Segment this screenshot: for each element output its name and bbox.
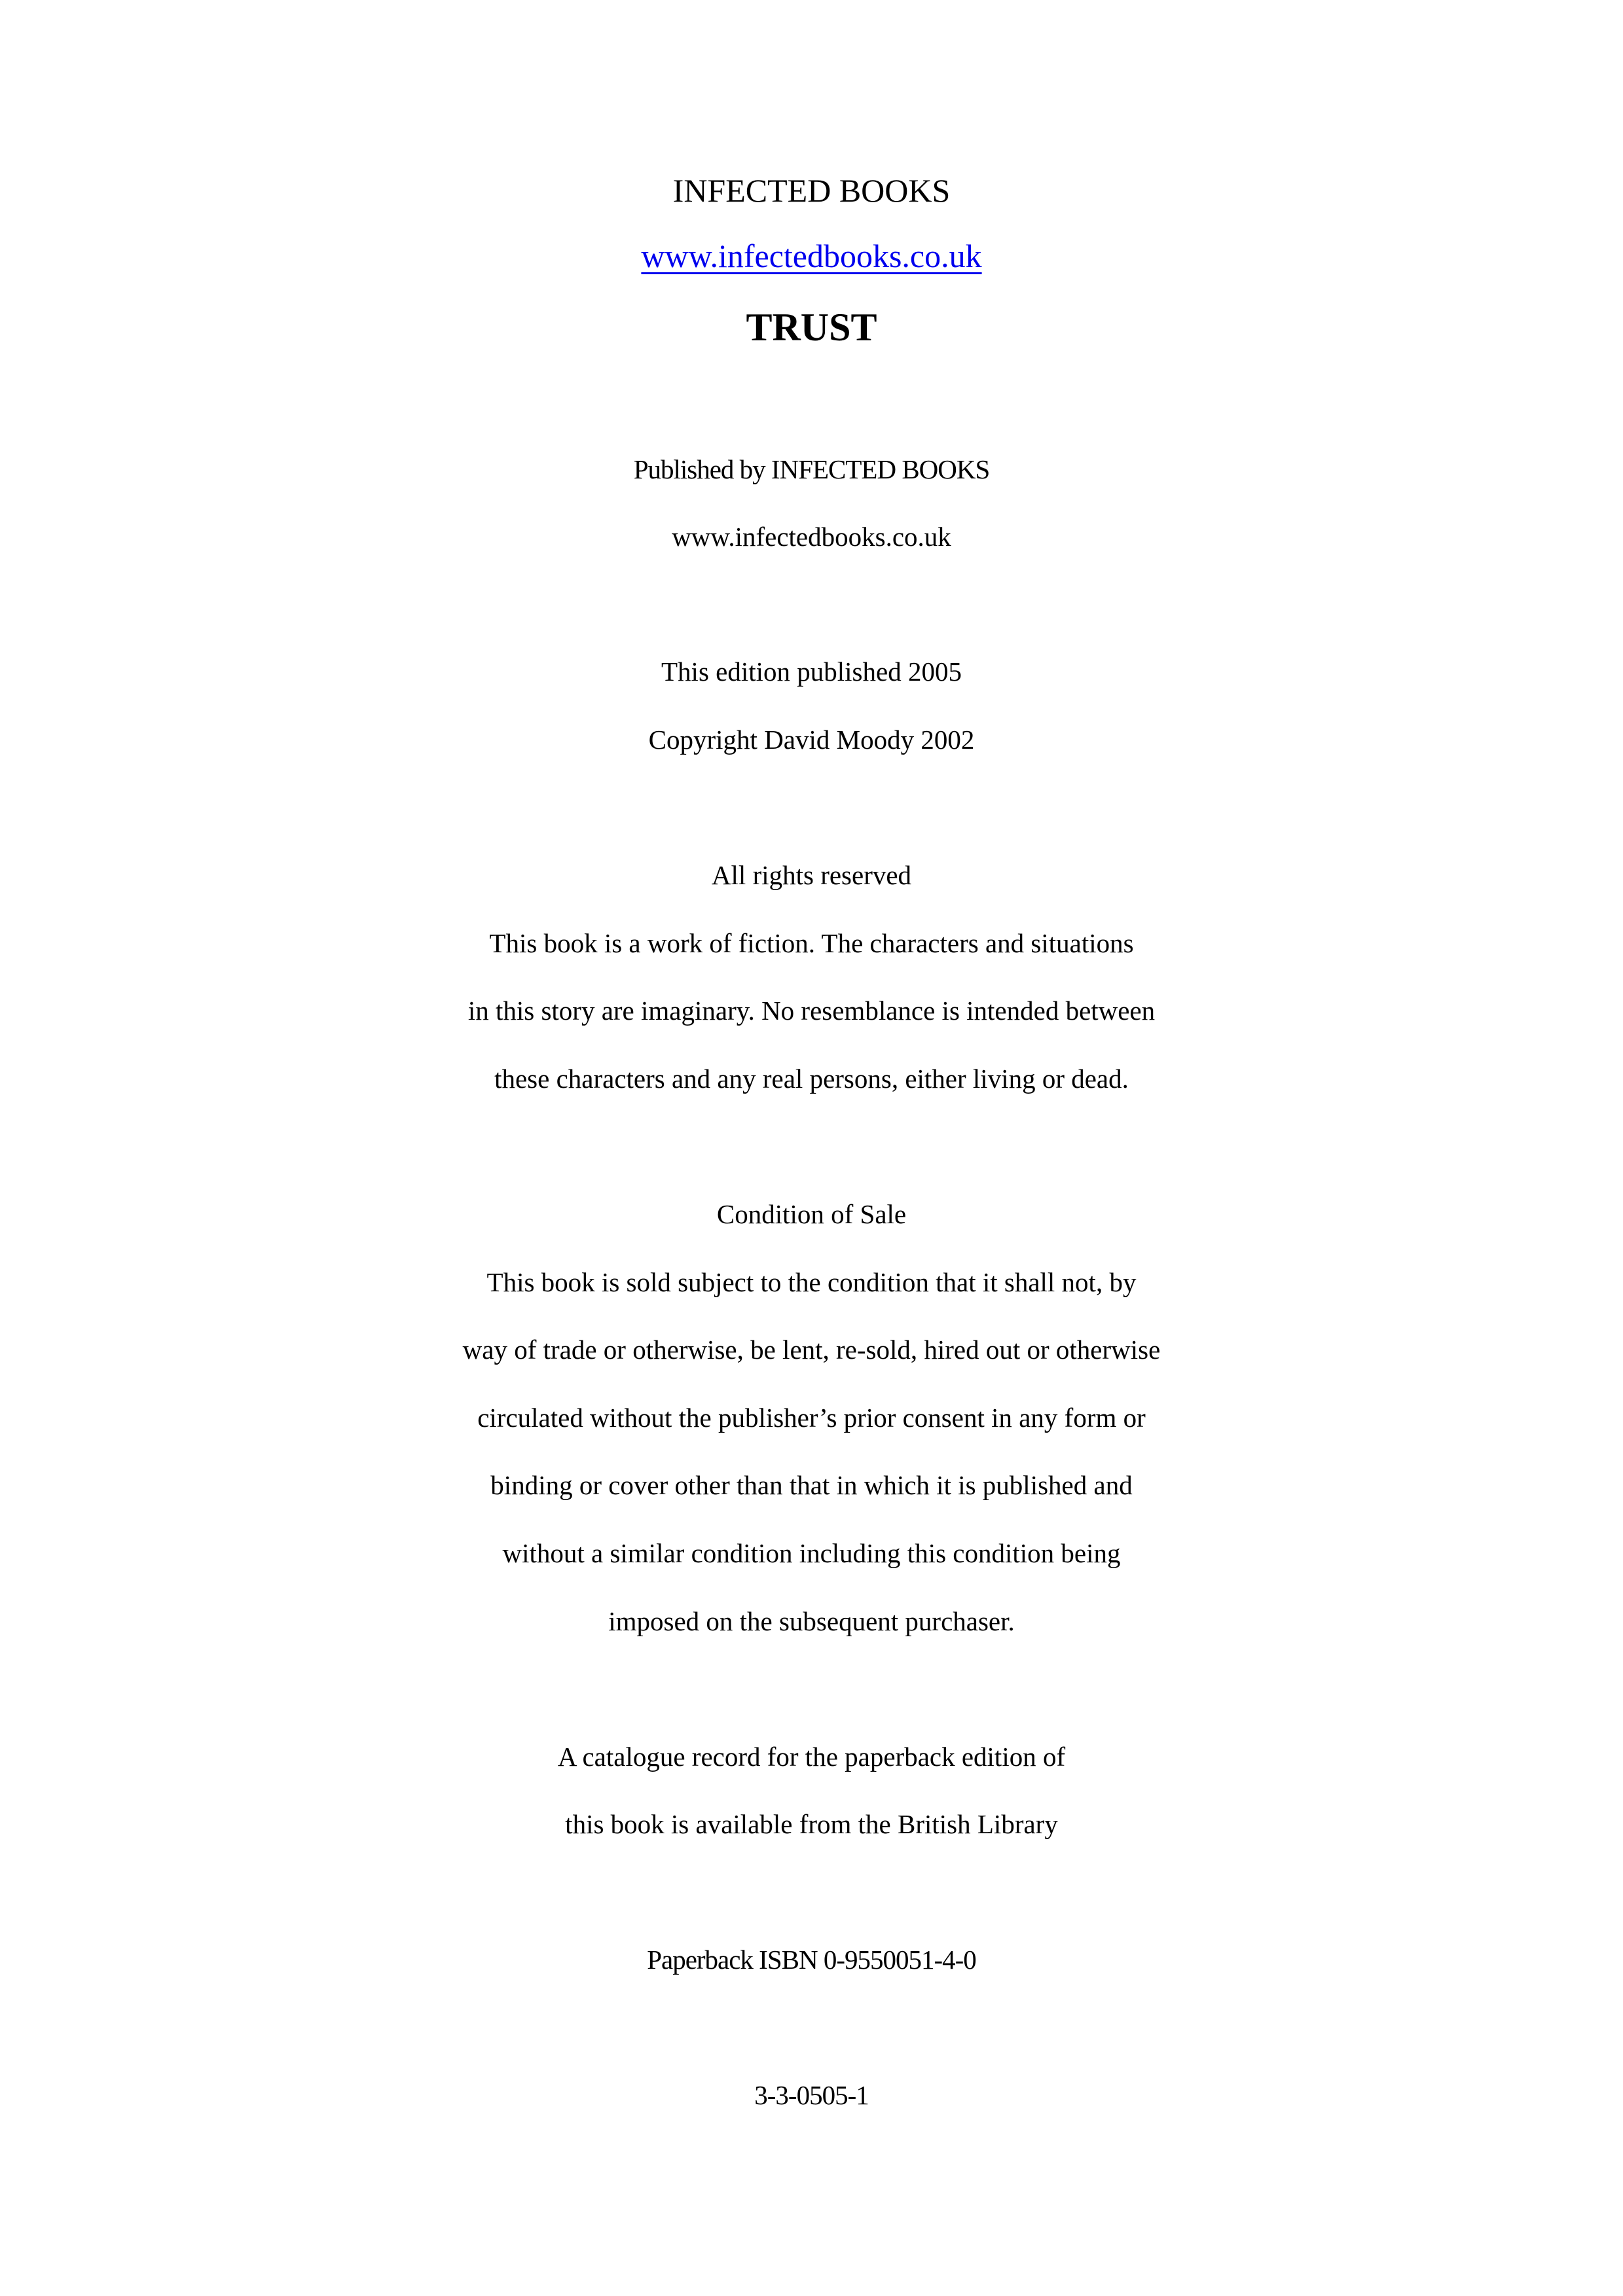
sale-line: binding or cover other than that in which it is published and: [490, 1470, 1133, 1500]
catalogue-line: this book is available from the British Library: [565, 1809, 1058, 1839]
sale-line: way of trade or otherwise, be lent, re-sold, hired out or otherwise: [462, 1335, 1161, 1365]
sale-line: imposed on the subsequent purchaser.: [608, 1606, 1015, 1636]
website-link[interactable]: www.infectedbooks.co.uk: [641, 238, 982, 274]
published-by: Published by INFECTED BOOKS: [633, 454, 990, 484]
rights-line: these characters and any real persons, either living or dead.: [494, 1064, 1129, 1094]
isbn-line: Paperback ISBN 0-9550051-4-0: [647, 1945, 976, 1975]
website-link-wrapper: [0, 240, 1623, 272]
publisher-website: www.infectedbooks.co.uk: [672, 522, 951, 552]
copyright-line: Copyright David Moody 2002: [648, 725, 975, 755]
publisher-name: INFECTED BOOKS: [672, 172, 951, 209]
rights-heading: All rights reserved: [711, 860, 912, 890]
print-code: 3-3-0505-1: [754, 2080, 869, 2110]
rights-line: in this story are imaginary. No resemblance is intended between: [467, 996, 1156, 1026]
catalogue-line: A catalogue record for the paperback edition of: [557, 1742, 1066, 1772]
rights-line: This book is a work of fiction. The characters and situations: [489, 928, 1134, 958]
edition-line: This edition published 2005: [661, 656, 962, 687]
sale-line: circulated without the publisher’s prior consent in any form or: [477, 1403, 1146, 1433]
sale-line: without a similar condition including this condition being: [502, 1538, 1121, 1568]
sale-line: This book is sold subject to the condition that it shall not, by: [486, 1267, 1137, 1297]
book-title: TRUST: [746, 306, 877, 349]
sale-heading: Condition of Sale: [716, 1199, 907, 1229]
